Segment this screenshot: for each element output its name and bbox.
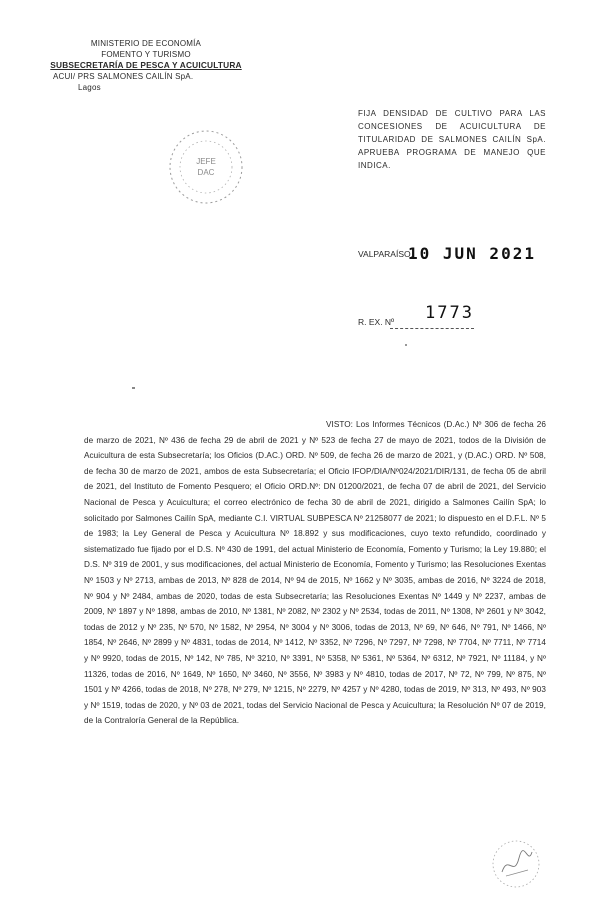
scan-speck [132,387,135,389]
file-reference: ACUI/ PRS SALMONES CAILÍN SpA. [53,72,194,81]
undersecretariat-name: SUBSECRETARÍA DE PESCA Y ACUICULTURA [50,60,242,70]
visto-paragraph: VISTO: Los Informes Técnicos (D.Ac.) Nº 306 de fecha 26 de marzo de 2021, Nº 436 de fecha 29 de abril de 2021 y Nº 523 de fecha 27 de mayo de 2021, todos de la División de Acuicultura de esta Subsecretaría; los Oficios (D.AC.) ORD. Nº 509, de fecha 26 de marzo de 2021, y (D.AC.) ORD. Nº 508, de fecha 30 de marzo de 2021, ambos de esta Subsecretaría; el Oficio IFOP/DIA/Nº024/2021/DIR/131, de fecha 05 de abril de 2021, del Instituto de Fomento Pesquero; el Oficio ORD.Nº: DN 01200/2021, de fecha 07 de abril de 2021, del Servicio Nacional de Pesca y Acuicultura; el correo electrónico de fecha 30 de abril de 2021, dirigido a Salmones Cailín SpA; lo solicitado por Salmones Cailín SpA, mediante C.I. VIRTUAL SUBPESCA Nº 21258077 de 2021; lo dispuesto en el D.F.L. Nº 5 de 1983; la Ley General de Pesca y Acuicultura Nº 18.892 y sus modificaciones, cuyo texto refundido, coordinado y sistematizado fue fijado por el D.S. Nº 430 de 1991, del actual Ministerio de Economía, Fomento y Turismo; la Ley 19.880; el D.S. Nº 319 de 2001, y sus modificaciones, del actual Ministerio de Economía, Fomento y Turismo; las Resoluciones Exentas Nº 1503 y Nº 2713, ambas de 2013, Nº 828 de 2014, Nº 94 de 2015, Nº 1662 y Nº 3035, ambas de 2016, Nº 3224 de 2018, Nº 904 y Nº 2484, ambas de 2020, todas de esta Subsecretaría; las Resoluciones Exentas Nº 1449 y Nº 2237, ambas de 2009, Nº 1897 y Nº 1898, ambas de 2010, Nº 1381, Nº 2082, Nº 2302 y Nº 2534, todas de 2011, Nº 1308, Nº 2601 y Nº 3042, todas de 2012 y Nº 235, Nº 570, Nº 1582, Nº 2954, Nº 3004 y Nº 3006, todas de 2013, Nº 69, Nº 646, Nº 791, Nº 1466, Nº 1854, Nº 2646, Nº 2899 y Nº 4831, todas de 2014, Nº 1412, Nº 3352, Nº 7296, Nº 7297, Nº 7298, Nº 7704, Nº 7711, Nº 7714 y Nº 9920, todas de 2015, Nº 142, Nº 785, Nº 3210, Nº 3391, Nº 5358, Nº 5361, Nº 5364, Nº 6312, Nº 7921, Nº 11184, y Nº 11326, todas de 2016, Nº 1649, Nº 1650, Nº 3460, Nº 3556, Nº 3983 y Nº 4810, todas de 2017, Nº 72, Nº 799, Nº 875, Nº 1501 y Nº 4266, todas de 2018, Nº 278, Nº 279, Nº 1215, Nº 2279, Nº 4257 y Nº 4280, todas de 2019, Nº 313, Nº 493, Nº 903 y Nº 1519, todas de 2020, y Nº 03 de 2021, todas del Servicio Nacional de Pesca y Acuicultura; la Resolución Nº 07 de 2019, de la Contraloría General de la República. [84,420,546,726]
handwritten-signature-icon [488,836,544,896]
seal-text-bottom: DAC [197,168,215,177]
resolution-subject: FIJA DENSIDAD DE CULTIVO PARA LAS CONCESIONES DE ACUICULTURA DE TITULARIDAD DE SALMONES CAILÍN SpA. APRUEBA PROGRAMA DE MANEJO QUE INDICA. [358,109,546,170]
date-stamp: 10 JUN 2021 [408,244,536,263]
official-seal-icon [164,125,248,209]
scan-speck [405,344,407,346]
ministry-subtitle: FOMENTO Y TURISMO [101,50,191,59]
letterhead [46,38,246,93]
place-label: VALPARAÍSO, [358,249,413,259]
location-label: Lagos [78,83,101,92]
ministry-name: MINISTERIO DE ECONOMÍA [90,39,202,48]
resolution-number-label: R. EX. Nº [358,317,395,327]
seal-text-top: JEFE [196,157,216,166]
resolution-number: 1773 [425,303,474,323]
resolution-number-line [390,328,474,329]
